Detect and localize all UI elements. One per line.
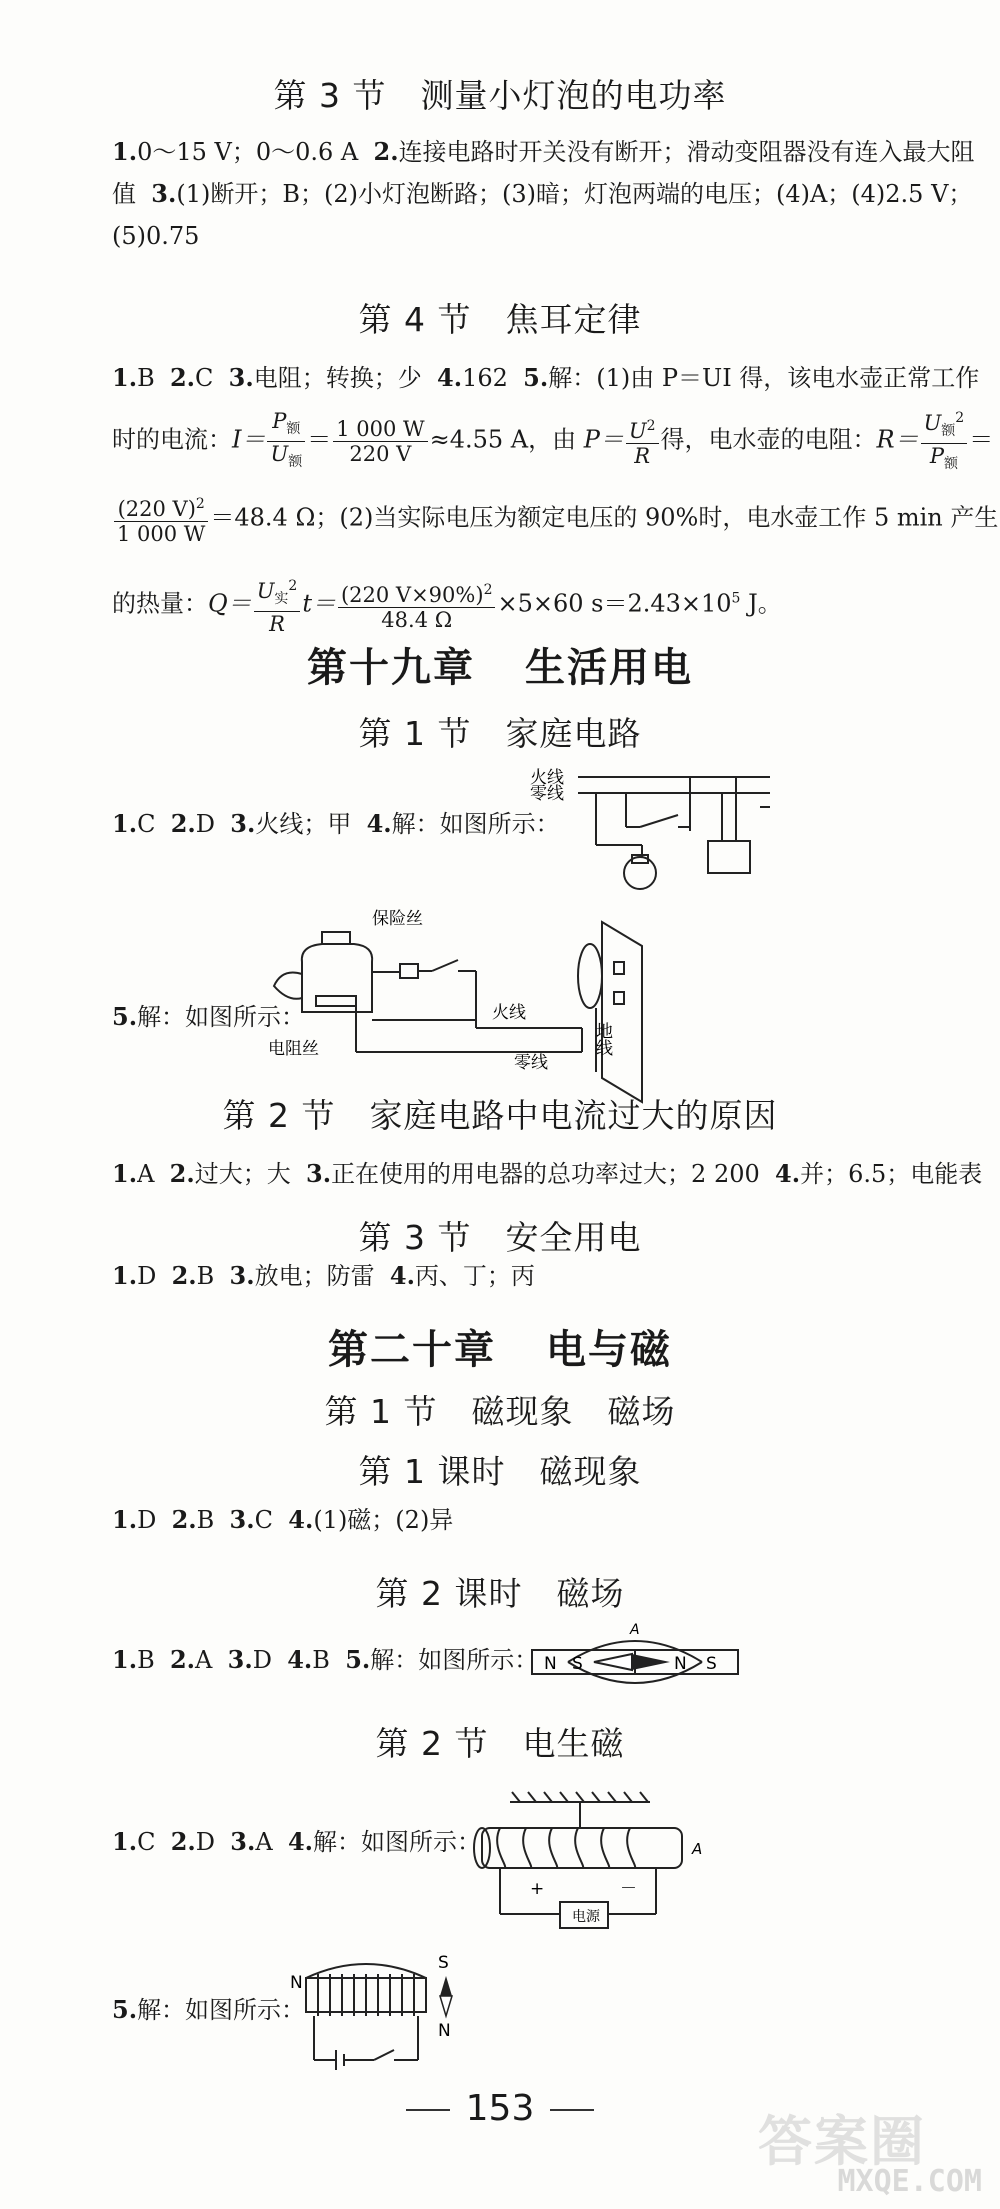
page-number-dash	[406, 2109, 450, 2111]
section-name: 磁现象 磁场	[471, 1392, 676, 1431]
compass-needle-icon	[594, 1654, 632, 1670]
question-number: 2.	[171, 1505, 197, 1534]
point-label: A	[630, 1622, 640, 1638]
answer-text: 过大；大	[194, 1160, 291, 1188]
question-number: 2.	[169, 1159, 195, 1188]
answer-text: 解：如图所示：	[137, 1003, 306, 1031]
formula-symbol: R＝	[876, 425, 919, 454]
subscript: 额	[286, 420, 301, 437]
answer-text: (1)断开；B；(2)小灯泡断路；(3)暗；灯泡两端的电压；(4)A；(4)2.5 V；	[176, 180, 973, 208]
question-number: 1.	[112, 1261, 138, 1290]
polarity-label: +	[530, 1879, 545, 1899]
page-number-dash	[550, 2109, 594, 2111]
section-heading	[0, 1212, 1000, 1259]
question-number: 2.	[170, 809, 196, 838]
symbol: U	[628, 419, 647, 444]
answer-line	[112, 179, 973, 208]
lesson-heading	[0, 1446, 1000, 1493]
section-name: 测量小灯泡的电功率	[420, 76, 727, 115]
answer-text: D	[195, 810, 216, 838]
value: (220 V)	[117, 497, 196, 521]
section-name: 焦耳定律	[505, 300, 642, 339]
lesson-name: 磁现象	[539, 1452, 642, 1491]
watermark-logo	[748, 2093, 988, 2203]
lesson-number: 第 1 课时	[358, 1452, 506, 1491]
neutral-wire-label: 零线	[530, 784, 564, 804]
symbol: U	[256, 579, 275, 603]
answer-text: 时的电流：	[112, 425, 232, 454]
watermark-url: MXQE.COM	[837, 2164, 982, 2199]
section-number: 第 3 节	[273, 76, 387, 115]
question-number: 2.	[373, 137, 399, 166]
chapter-name: 生活用电	[525, 645, 693, 691]
pole-label: N	[290, 1973, 303, 1993]
answer-text: D	[137, 1262, 157, 1290]
pole-label: N	[674, 1654, 687, 1674]
answer-text: D	[195, 1828, 216, 1856]
question-number: 5.	[112, 1002, 138, 1031]
section-number: 第 2 节	[222, 1096, 336, 1135]
chapter-number: 第十九章	[307, 645, 475, 691]
section-number: 第 1 节	[358, 714, 472, 753]
answer-text: B	[196, 1262, 215, 1290]
answer-text: A	[255, 1828, 273, 1856]
pole-label: S	[438, 1953, 449, 1973]
answer-text: 火线；甲	[255, 810, 352, 838]
formula-symbol: t＝	[302, 589, 336, 618]
magnet-field-diagram	[528, 1618, 742, 1698]
symbol: U	[270, 441, 289, 466]
question-number: 1.	[112, 137, 138, 166]
pole-label: S	[572, 1654, 583, 1674]
formula-symbol: I＝	[232, 425, 266, 454]
subscript: 额	[943, 456, 958, 473]
answer-text: 162	[462, 364, 508, 392]
bulb-icon	[624, 857, 656, 889]
live-wire-label: 火线	[530, 768, 564, 788]
answer-text: 解：如图所示：	[313, 1828, 482, 1856]
question-number: 4.	[366, 809, 392, 838]
answer-line	[112, 222, 952, 250]
chapter-name: 电与磁	[546, 1327, 672, 1373]
question-number: 3.	[229, 1261, 255, 1290]
fraction	[267, 409, 305, 474]
coil-windings	[318, 1974, 414, 2016]
socket-icon	[708, 841, 750, 873]
electromagnet-diagram	[290, 1948, 460, 2078]
superscript: 2	[955, 410, 965, 426]
question-number: 4.	[437, 363, 463, 392]
symbol: P	[272, 408, 287, 433]
question-number: 3.	[306, 1159, 332, 1188]
value: (220 V×90%)	[340, 583, 484, 608]
chapter-number: 第二十章	[328, 1327, 496, 1373]
question-number: 4.	[389, 1261, 415, 1290]
section-heading-3	[0, 70, 1000, 117]
answer-text: 放电；防雷	[254, 1262, 375, 1290]
neutral-wire-label: 零线	[514, 1053, 548, 1073]
section-number: 第 2 节	[375, 1724, 489, 1763]
symbol: P	[929, 444, 944, 469]
question-number: 5.	[112, 1995, 138, 2024]
coil-windings	[497, 1828, 635, 1868]
answer-text: B	[137, 364, 155, 392]
answer-text: 的热量：	[112, 589, 208, 618]
symbol: U	[923, 411, 942, 435]
compass-needle-dark-icon	[440, 1976, 452, 1996]
chapter-heading-19	[0, 636, 1000, 693]
switch-lever	[374, 2050, 394, 2060]
lesson-heading	[0, 1568, 1000, 1615]
question-number: 2.	[171, 1261, 197, 1290]
question-number: 4.	[288, 1505, 314, 1534]
fuse-label: 保险丝	[372, 909, 423, 929]
fraction: $\frac{1 000 W}{220 V}$	[333, 417, 427, 466]
answer-text: (5)0.75	[112, 222, 200, 250]
answer-text: 解：如图所示：	[391, 810, 560, 838]
lesson-number: 第 2 课时	[375, 1574, 523, 1613]
question-number: 2.	[169, 363, 196, 392]
answer-text: B	[312, 1646, 330, 1674]
formula-symbol: P＝	[583, 425, 624, 454]
superscript: 2	[195, 496, 205, 512]
answer-text: B	[196, 1506, 215, 1534]
fuse-icon	[400, 964, 418, 978]
section-heading	[0, 1718, 1000, 1765]
question-number: 1.	[112, 363, 138, 392]
question-number: 3.	[227, 1645, 253, 1674]
answer-text: D	[137, 1506, 157, 1534]
question-number: 3.	[230, 1827, 256, 1856]
answer-text: ＝48.4 Ω；(2)当实际电压为额定电压的 90%时，电水壶工作 5 min 产生	[210, 503, 999, 532]
subscript: 额	[288, 453, 303, 470]
point-label: A	[692, 1840, 703, 1858]
answer-text: B	[137, 1646, 155, 1674]
answer-line	[112, 1506, 952, 1534]
question-number: 4.	[287, 1827, 314, 1856]
section-heading	[0, 1386, 1000, 1433]
subscript: 实	[274, 591, 289, 608]
section-name: 家庭电路	[505, 714, 642, 753]
question-number: 2.	[170, 1827, 196, 1856]
answer-text: ×5×60 s＝2.43×10	[497, 589, 732, 618]
answer-text: A	[137, 1160, 155, 1188]
question-number: 4.	[287, 1645, 313, 1674]
question-number: 1.	[112, 809, 138, 838]
ground-wire-label: 地线	[592, 1022, 612, 1056]
answer-text: 0～15 V；0～0.6 A	[137, 138, 359, 166]
section-number: 第 1 节	[324, 1392, 438, 1431]
answer-text: 并；6.5；电能表	[800, 1160, 983, 1188]
answer-text: J。	[740, 589, 782, 618]
answer-text: 电阻；转换；少	[253, 364, 422, 392]
question-number: 1.	[112, 1827, 138, 1856]
kettle-icon	[302, 944, 372, 1012]
wall-socket-icon	[602, 922, 642, 1102]
question-number: 3.	[230, 809, 256, 838]
question-number: 1.	[112, 1645, 138, 1674]
answer-text: C	[195, 364, 214, 392]
answer-text: 丙、丁；丙	[414, 1262, 535, 1290]
chapter-heading-20	[0, 1318, 1000, 1375]
answer-text: 解：如图所示：	[137, 1996, 306, 2024]
fraction: $\frac{U_实^2}{R}$	[254, 574, 301, 636]
question-number: 5.	[523, 363, 549, 392]
answer-text: (1)磁；(2)异	[313, 1506, 454, 1534]
watermark-text: 答案圈	[758, 2110, 926, 2173]
section-heading	[0, 708, 1000, 755]
section-number: 第 3 节	[358, 1218, 472, 1257]
question-number: 3.	[151, 179, 177, 208]
pole-label: N	[544, 1654, 557, 1674]
question-number: 3.	[228, 363, 254, 392]
question-number: 5.	[345, 1645, 371, 1674]
plug-icon	[578, 944, 602, 1008]
answer-text: C	[254, 1506, 273, 1534]
resistor-label: 电阻丝	[268, 1039, 319, 1059]
question-number: 4.	[775, 1159, 801, 1188]
answer-text: A	[195, 1646, 213, 1674]
fraction: $\frac{(220 V\times 90\%)^2}{48.4 \Omega}$	[338, 578, 496, 632]
superscript: 2	[646, 418, 656, 435]
kettle-circuit-diagram	[268, 902, 642, 1102]
polarity-label: －	[620, 1879, 637, 1899]
subscript: 额	[941, 423, 956, 440]
solenoid-circuit-diagram	[470, 1784, 740, 1944]
pole-label: N	[438, 2021, 451, 2041]
question-number: 2.	[169, 1645, 196, 1674]
exponent: 5	[731, 590, 741, 607]
heating-element-icon	[316, 996, 356, 1006]
formula-symbol: Q＝	[208, 589, 252, 618]
answer-text: 正在使用的用电器的总功率过大；2 200	[331, 1160, 760, 1188]
lesson-name: 磁场	[556, 1574, 625, 1613]
power-source-label: 电源	[572, 1909, 600, 1925]
section-number: 第 4 节	[358, 300, 472, 339]
answer-line	[112, 363, 980, 392]
switch-lever	[640, 815, 678, 827]
answer-text: D	[252, 1646, 272, 1674]
section-name: 家庭电路中电流过大的原因	[369, 1096, 778, 1135]
answer-line	[112, 1159, 983, 1188]
answer-text: 值	[112, 180, 136, 208]
formula-line	[112, 492, 999, 546]
section-name: 安全用电	[505, 1218, 642, 1257]
compass-needle-dark-icon	[632, 1654, 670, 1670]
section-heading	[0, 1090, 1000, 1137]
household-circuit-diagram	[530, 755, 780, 895]
answer-line	[112, 1262, 952, 1290]
section-heading-4	[0, 294, 1000, 341]
answer-text: 得，电水壶的电阻：	[660, 425, 877, 454]
question-number: 3.	[229, 1505, 255, 1534]
answer-text: 解：如图所示：	[370, 1646, 539, 1674]
fraction: $\frac{U^2}{R}$	[626, 414, 659, 468]
page-number-text: 153	[465, 2088, 535, 2129]
answer-line	[112, 1996, 952, 2024]
section-name: 电生磁	[522, 1724, 625, 1763]
answer-text: C	[137, 810, 156, 838]
fraction	[921, 406, 968, 476]
compass-needle-icon	[440, 1996, 452, 2016]
live-wire-label: 火线	[492, 1003, 526, 1023]
question-number: 1.	[112, 1505, 138, 1534]
answer-text: 解：(1)由 P＝UI 得，该电水壶正常工作	[548, 364, 980, 392]
answer-text: C	[137, 1828, 156, 1856]
answer-text: ≈4.55 A，由	[429, 425, 584, 454]
answer-line	[112, 137, 975, 166]
question-number: 1.	[112, 1159, 138, 1188]
formula-line	[112, 574, 952, 636]
superscript: 2	[483, 582, 493, 599]
superscript: 2	[288, 578, 298, 594]
answer-text: 连接电路时开关没有断开；滑动变阻器没有连入最大阻	[398, 138, 975, 166]
fraction: $\frac{(220 V)^2}{1 000 W}$	[114, 492, 208, 546]
formula-line: 时的电流：I＝ $\frac{P_额}{U_额}$ ＝ $\frac{1 000 W}{220 V}$ ≈4.55 A，由 P＝ $\frac{U^2}{R}$ 得，电水壶的电阻：R＝ $\frac{U_额^2}{P_额}$ ＝	[112, 406, 952, 476]
pole-label: S	[706, 1654, 717, 1674]
